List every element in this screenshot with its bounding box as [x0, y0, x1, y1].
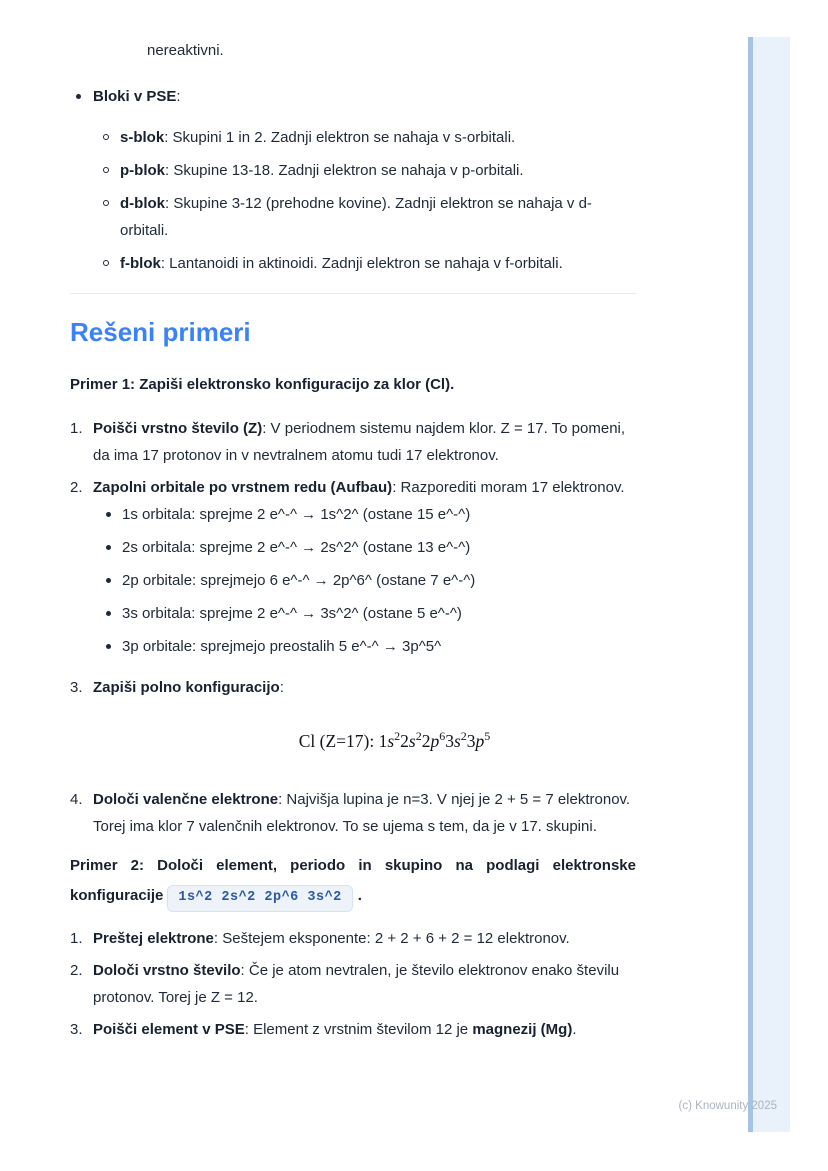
- step-number: 3.: [70, 1021, 83, 1038]
- step-label: Zapiši polno konfiguracijo: [93, 679, 280, 696]
- primer2-title-period: .: [357, 887, 362, 904]
- step-label: Določi valenčne elektrone: [93, 791, 279, 808]
- circle-bullet-icon: [70, 157, 120, 184]
- step-number: 2.: [70, 479, 83, 496]
- primer2-title-text: Primer 2: Določi element, periodo in skupino na podlagi elektronske konfiguracije: [70, 857, 636, 904]
- formula-term-2s: $2s^2$: [400, 729, 422, 751]
- step-text: : V periodnem sistemu najdem klor. Z = 17. To pomeni, da ima 17 protonov in v nevtralnem atomu tudi 17 elektronov.: [93, 420, 626, 464]
- section-divider: [70, 293, 636, 294]
- orbital-item-1s: [93, 501, 636, 528]
- step-label: Določi vrstno število: [93, 962, 241, 979]
- list-item-label: Bloki v PSE: [93, 88, 177, 105]
- formula-term-3s: $3s^2$: [445, 729, 467, 751]
- orbital-item-3s: [93, 600, 636, 627]
- step-label: Poišči element v PSE: [93, 1021, 245, 1038]
- orbital-text: 1s orbitala: sprejme 2 e^-^ → 1s^2^ (ostane 15 e^-^): [122, 506, 471, 523]
- orbital-item-2s: [93, 534, 636, 561]
- step-label: Preštej elektrone: [93, 930, 214, 947]
- circle-bullet-icon: [70, 124, 120, 151]
- orbital-text: 2p orbitale: sprejmejo 6 e^-^ → 2p^6^ (ostane 7 e^-^): [122, 572, 476, 589]
- list-item-f-blok: [70, 250, 636, 277]
- step-number: 4.: [70, 791, 83, 808]
- formula-term-3p: $3p^5$: [466, 729, 491, 751]
- orbital-list: [93, 501, 636, 660]
- scroll-panel[interactable]: [748, 37, 790, 1132]
- block-text: : Skupini 1 in 2. Zadnji elektron se nahaja v s-orbitali.: [164, 129, 516, 146]
- formula-electron-configuration: [93, 728, 636, 755]
- orbital-item-2p: [93, 567, 636, 594]
- block-label: s-blok: [120, 129, 165, 146]
- step-doloci-valencne-elektrone: [70, 786, 636, 840]
- step-label: Zapolni orbitale po vrstnem redu (Aufbau): [93, 479, 393, 496]
- document-content: [70, 0, 636, 1048]
- step-zapolni-orbitale: [70, 474, 636, 666]
- primer2-steps: [70, 925, 636, 1043]
- list-item-d-blok: [70, 190, 636, 244]
- list-item-colon: :: [176, 88, 181, 105]
- orbital-text: 3s orbitala: sprejme 2 e^-^ → 3s^2^ (ostane 5 e^-^): [122, 605, 462, 622]
- step-number: 2.: [70, 962, 83, 979]
- orbital-text: 3p orbitale: sprejmejo preostalih 5 e^-^ → 3p^5^: [122, 638, 442, 655]
- section-heading: Rešeni primeri: [70, 317, 251, 347]
- step-poisci-vrstno-stevilo: [70, 415, 636, 469]
- block-label: f-blok: [120, 255, 161, 272]
- block-text: : Lantanoidi in aktinoidi. Zadnji elektron se nahaja v f-orbitali.: [160, 255, 563, 272]
- step-poisci-element-v-pse: [70, 1016, 636, 1043]
- bullet-icon: [70, 83, 93, 110]
- bullet-icon: [93, 600, 122, 627]
- bullet-icon: [93, 534, 122, 561]
- footer-copyright: (c) Knowunity 2025: [678, 1100, 777, 1112]
- step-text: : Seštejem eksponente: 2 + 2 + 6 + 2 = 12 elektronov.: [213, 930, 570, 947]
- orbital-item-3p: [93, 633, 636, 660]
- formula-prefix: Cl (Z=17):: [298, 731, 379, 751]
- list-item-text: [93, 83, 636, 110]
- list-item-bloki-v-pse: [70, 83, 636, 110]
- primer2-title: [70, 851, 636, 912]
- step-number: 3.: [70, 679, 83, 696]
- circle-bullet-icon: [70, 190, 120, 244]
- step-text: :: [279, 679, 284, 696]
- list-item-s-blok: [70, 124, 636, 151]
- step-bold-result: magnezij (Mg): [472, 1021, 573, 1038]
- block-label: d-blok: [120, 195, 165, 212]
- bullet-icon: [93, 501, 122, 528]
- step-zapisi-polno-konfiguracijo: [70, 674, 636, 781]
- step-number: 1.: [70, 420, 83, 437]
- orbital-text: 2s orbitala: sprejme 2 e^-^ → 2s^2^ (ostane 13 e^-^): [122, 539, 471, 556]
- formula-term-1s: $1s^2$: [378, 729, 401, 751]
- block-text: : Skupine 13-18. Zadnji elektron se nahaja v p-orbitali.: [165, 162, 524, 179]
- step-end: .: [572, 1021, 577, 1038]
- bullet-icon: [93, 567, 122, 594]
- step-prestej-elektrone: [70, 925, 636, 952]
- primer1-steps: [70, 415, 636, 840]
- code-chip-configuration: 1s^2 2s^2 2p^6 3s^2: [167, 885, 352, 912]
- scrollbar-thumb[interactable]: [748, 37, 753, 1132]
- circle-bullet-icon: [70, 250, 120, 277]
- bullet-icon: [93, 633, 122, 660]
- step-text: : Element z vrstnim številom 12 je: [244, 1021, 473, 1038]
- step-text: : Če je atom nevtralen, je število elektronov enako številu protonov. Torej je Z = 12.: [93, 962, 620, 1006]
- step-number: 1.: [70, 930, 83, 947]
- step-text: : Razporediti moram 17 elektronov.: [392, 479, 625, 496]
- step-doloci-vrstno-stevilo: [70, 957, 636, 1011]
- step-text: : Najvišja lupina je n=3. V njej je 2 + 5 = 7 elektronov. Torej ima klor 7 valenčnih elektronov. To se ujema s tem, da je v 17. skupini.: [93, 791, 631, 835]
- block-label: p-blok: [120, 162, 165, 179]
- block-text: : Skupine 3-12 (prehodne kovine). Zadnji elektron se nahaja v d-orbitali.: [120, 195, 592, 239]
- list-item-p-blok: [70, 157, 636, 184]
- block-list: [70, 124, 636, 277]
- primer1-title: Primer 1: Zapiši elektronsko konfiguracijo za klor (Cl).: [70, 376, 455, 393]
- formula-term-2p: $2p^6$: [421, 729, 446, 751]
- paragraph-continuation: nereaktivni.: [147, 42, 224, 59]
- step-label: Poišči vrstno število (Z): [93, 420, 263, 437]
